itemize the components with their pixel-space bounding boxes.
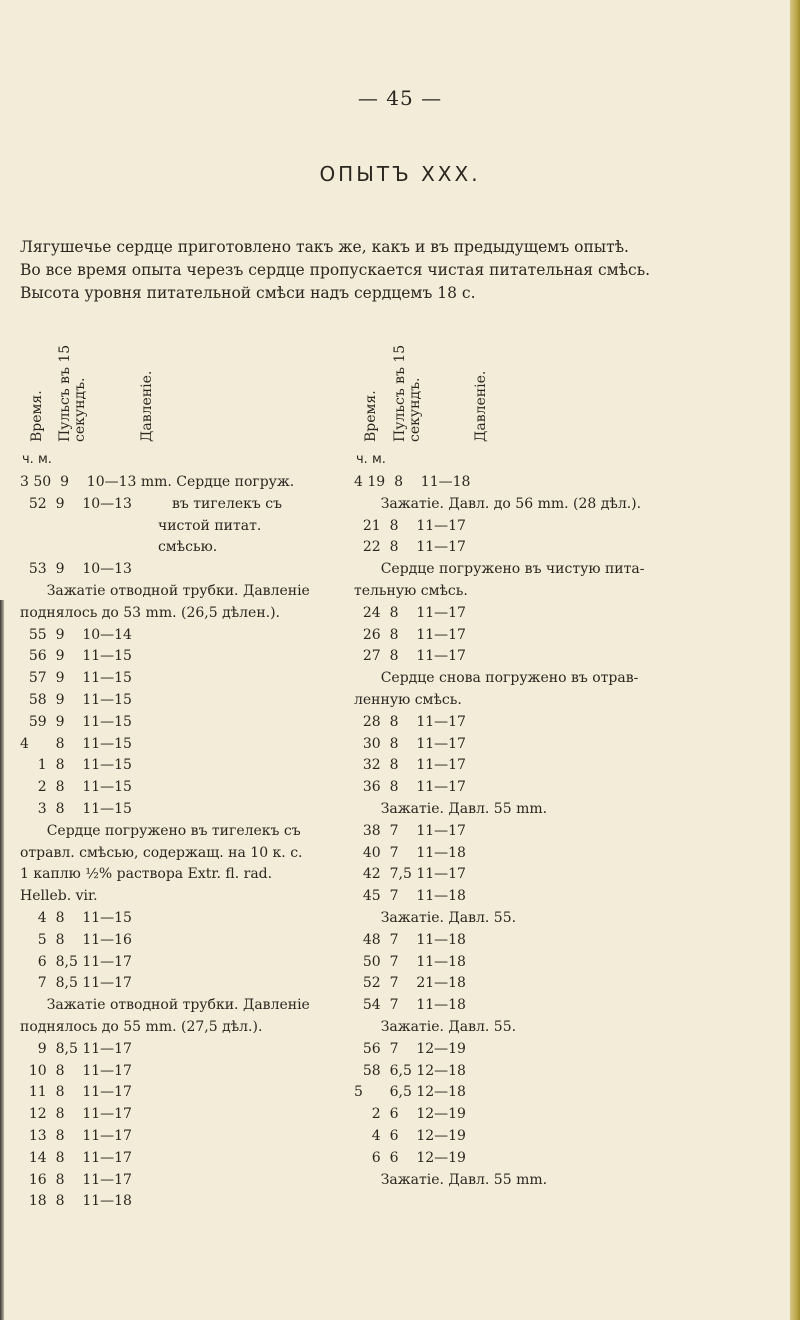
header-pulse-left: Пульсъ въ 15 секундъ. — [57, 344, 88, 442]
table-row: 32 8 11—17 — [354, 757, 466, 774]
table-row: поднялось до 55 mm. (27,5 дѣл.). — [20, 1019, 263, 1035]
table-row: Зажатіе. Давл. до 56 mm. (28 дѣл.). — [354, 495, 642, 512]
table-row: 14 8 11—17 — [20, 1149, 132, 1166]
table-row: Helleb. vir. — [20, 888, 98, 905]
header-pressure-left: Давленіе. — [139, 370, 155, 442]
table-row: 26 8 11—17 — [354, 626, 466, 643]
table-row: Сердце погружено въ чистую пита- — [354, 561, 645, 578]
table-row: 1 каплю ½% раствора Extr. fl. rad. — [20, 866, 273, 883]
table-row: Зажатіе отводной трубки. Давленіе — [20, 583, 310, 599]
table-row: отравл. смѣсью, содержащ. на 10 к. с. — [20, 844, 303, 861]
table-row: 6 8,5 11—17 — [20, 953, 132, 970]
table-row: 54 7 11—18 — [354, 997, 466, 1014]
table-row: 4 19 8 11—18 — [354, 474, 471, 490]
table-row: Зажатіе. Давл. 55. — [354, 910, 517, 926]
table-row: 21 8 11—17 — [354, 517, 466, 534]
table-row: 2 6 12—19 — [354, 1106, 466, 1123]
table-row: 1 8 11—15 — [20, 757, 132, 774]
table-row: 5 8 11—16 — [20, 931, 132, 948]
table-row: 36 8 11—17 — [354, 779, 466, 796]
table-row: смѣсью. — [20, 539, 218, 556]
header-time-left: Время. — [29, 390, 45, 442]
table-row: 9 8,5 11—17 — [20, 1040, 132, 1057]
table-row: 48 7 11—18 — [354, 931, 466, 948]
page-title: ОПЫТЪ XXX. — [319, 162, 481, 186]
header-pulse-right: Пульсъ въ 15 секундъ. — [392, 344, 423, 442]
table-row: Зажатіе. Давл. 55 mm. — [354, 1171, 548, 1188]
table-row: 58 9 11—15 — [20, 692, 132, 708]
table-row: 53 9 10—13 — [20, 561, 132, 578]
table-row: Зажатіе отводной трубки. Давленіе — [20, 997, 310, 1014]
table-row: 6 6 12—19 — [354, 1149, 466, 1166]
table-row: 56 9 11—15 — [20, 648, 132, 665]
table-row: 10 8 11—17 — [20, 1062, 132, 1079]
units-right: ч. м. — [356, 452, 386, 467]
table-row: 52 7 21—18 — [354, 975, 466, 992]
page-edge-left — [0, 600, 4, 1320]
table-row: 4 8 11—15 — [20, 910, 132, 926]
table-row: 11 8 11—17 — [20, 1084, 132, 1101]
table-row: 3 8 11—15 — [20, 801, 132, 817]
table-row: 30 8 11—17 — [354, 735, 466, 752]
table-row: Зажатіе. Давл. 55 mm. — [354, 801, 548, 817]
intro-line: Высота уровня питательной смѣси надъ сердцемъ 18 с. — [20, 284, 476, 302]
units-left: ч. м. — [22, 452, 52, 467]
table-row: 40 7 11—18 — [354, 844, 466, 861]
table-row: 5 6,5 12—18 — [354, 1084, 466, 1101]
table-row: 57 9 11—15 — [20, 670, 132, 687]
table-row: 28 8 11—17 — [354, 713, 466, 730]
table-row: поднялось до 53 mm. (26,5 дѣлен.). — [20, 604, 281, 621]
table-row: Сердце погружено въ тигелекъ съ — [20, 822, 301, 839]
table-row: 13 8 11—17 — [20, 1128, 132, 1144]
table-row: 27 8 11—17 — [354, 648, 466, 665]
table-row: тельную смѣсь. — [354, 583, 468, 599]
table-row: 4 8 11—15 — [20, 735, 132, 752]
table-row: ленную смѣсь. — [354, 692, 462, 708]
table-row: 18 8 11—18 — [20, 1193, 132, 1210]
table-row: Зажатіе. Давл. 55. — [354, 1019, 517, 1035]
table-row: Сердце снова погружено въ отрав- — [354, 670, 639, 687]
table-row: 59 9 11—15 — [20, 713, 132, 730]
table-row: 2 8 11—15 — [20, 779, 132, 796]
table-row: 52 9 10—13 въ тигелекъ съ — [20, 495, 282, 512]
header-time-right: Время. — [363, 390, 379, 442]
table-row: 38 7 11—17 — [354, 822, 466, 839]
table-row: чистой питат. — [20, 517, 262, 534]
table-row: 12 8 11—17 — [20, 1106, 132, 1123]
table-row: 58 6,5 12—18 — [354, 1062, 466, 1079]
table-row: 42 7,5 11—17 — [354, 866, 466, 883]
table-row: 3 50 9 10—13 mm. Сердце погруж. — [20, 474, 295, 490]
table-row: 50 7 11—18 — [354, 953, 466, 970]
intro-line: Лягушечье сердце приготовлено такъ же, какъ и въ предыдущемъ опытѣ. — [20, 238, 629, 256]
table-row: 4 6 12—19 — [354, 1128, 466, 1144]
page-edge-right — [790, 0, 800, 1320]
table-row: 7 8,5 11—17 — [20, 975, 132, 992]
header-pressure-right: Давленіе. — [473, 370, 489, 442]
table-row: 22 8 11—17 — [354, 539, 466, 556]
table-row: 55 9 10—14 — [20, 626, 132, 643]
page-number: — 45 — — [357, 86, 443, 110]
table-row: 24 8 11—17 — [354, 604, 466, 621]
table-row: 45 7 11—18 — [354, 888, 466, 905]
table-row: 56 7 12—19 — [354, 1040, 466, 1057]
intro-line: Во все время опыта черезъ сердце пропускается чистая питательная смѣсь. — [20, 261, 651, 279]
table-row: 16 8 11—17 — [20, 1171, 132, 1188]
